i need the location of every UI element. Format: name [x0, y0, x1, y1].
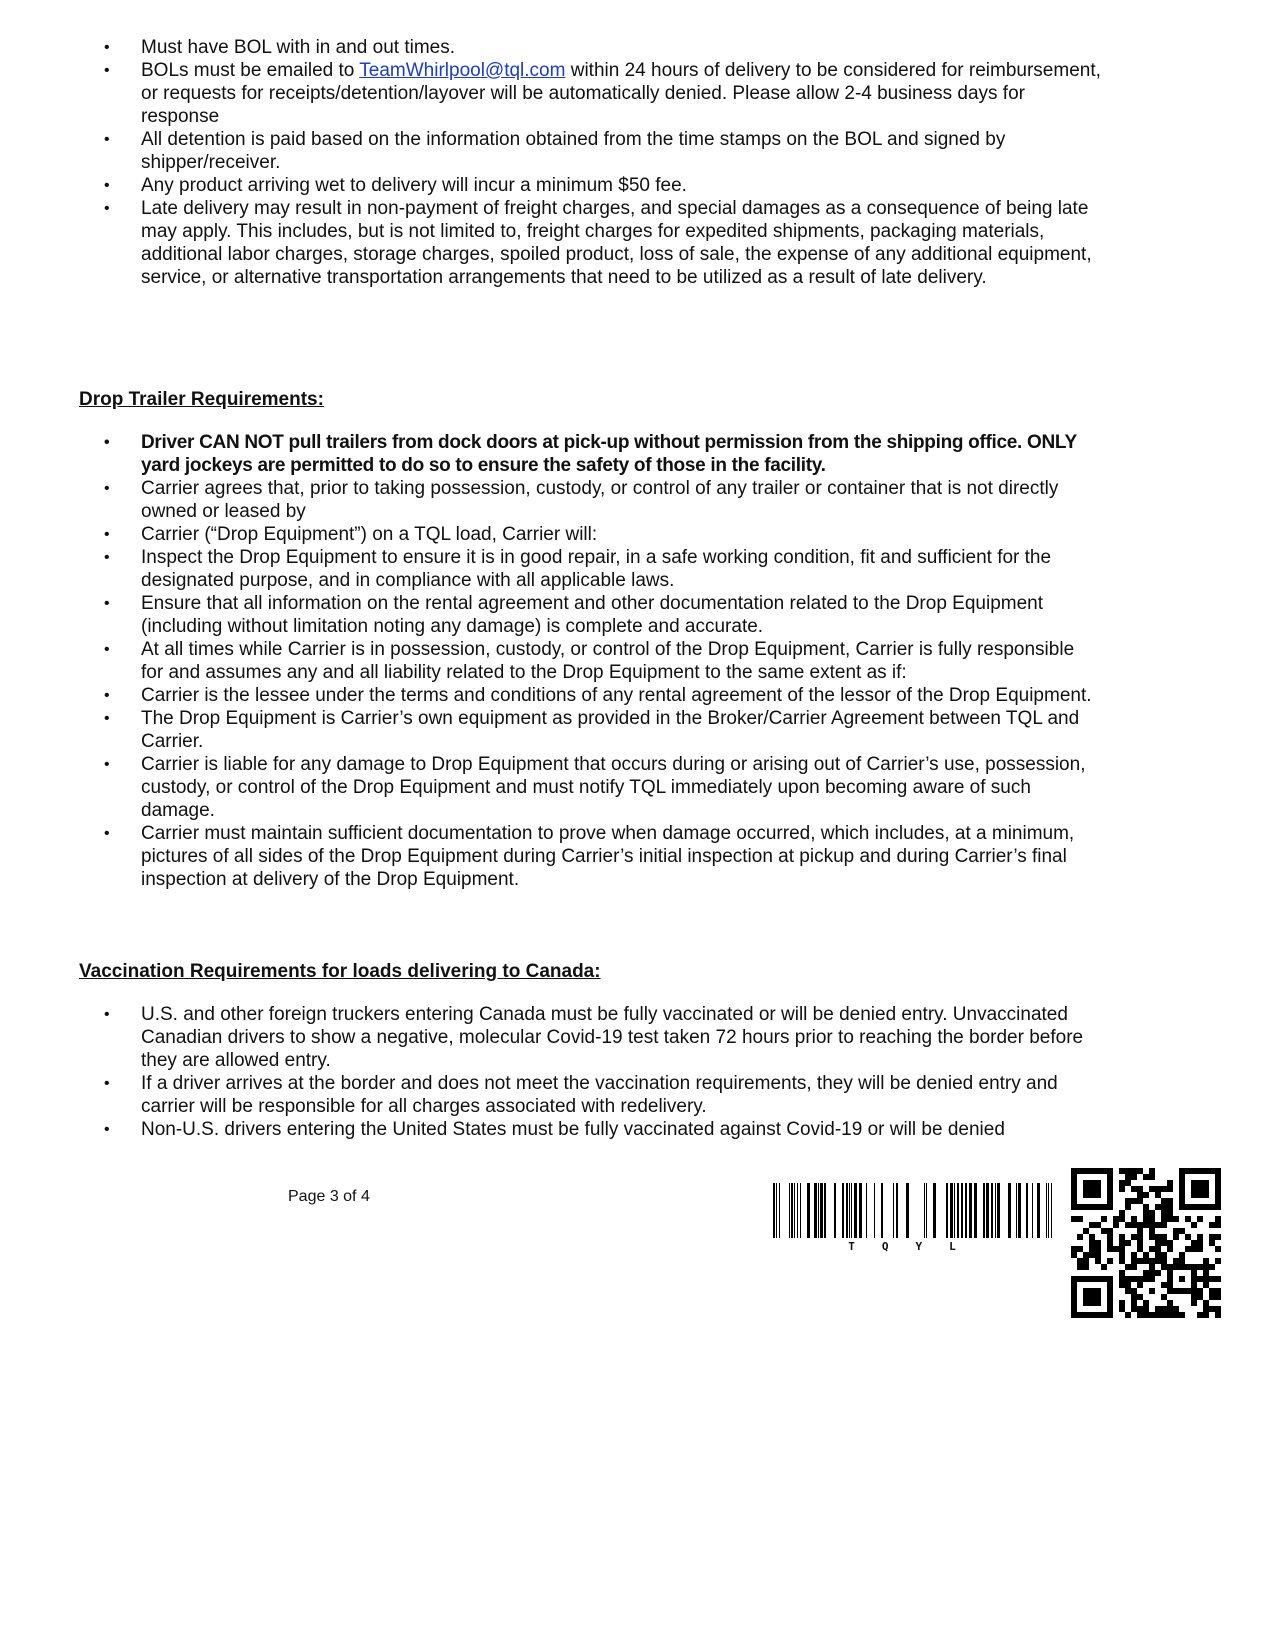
- list-item: • Inspect the Drop Equipment to ensure it is in good repair, in a safe working condition, fit and sufficient for the designated purpose, and in compliance with all applicable laws.: [104, 547, 1052, 591]
- page-number: Page 3 of 4: [288, 1188, 370, 1205]
- list-item: • Carrier (“Drop Equipment”) on a TQL load, Carrier will:: [104, 524, 598, 545]
- list-item: • The Drop Equipment is Carrier’s own equipment as provided in the Broker/Carrier Agreement between TQL and Carrier.: [104, 708, 1080, 752]
- email-link[interactable]: TeamWhirlpool@tql.com: [359, 60, 566, 81]
- list-item: • Must have BOL with in and out times.: [104, 37, 456, 58]
- list-item: • Any product arriving wet to delivery will incur a minimum $50 fee.: [104, 175, 687, 196]
- vaccination-list: [0, 1003, 1101, 1141]
- general-requirements-list: [0, 36, 1101, 289]
- vaccination-heading: Vaccination Requirements for loads delivering to Canada:: [79, 961, 601, 982]
- barcode-caption: TQYL: [848, 1240, 983, 1253]
- drop-trailer-list: [0, 431, 1101, 891]
- list-item-bold-warning: • Driver CAN NOT pull trailers from dock doors at pick-up without permission from the shipping office. ONLY yard jockeys are permitted to do so to ensure the safety of those in the facility.: [104, 432, 1077, 476]
- list-item: • Ensure that all information on the rental agreement and other documentation related to the Drop Equipment (including without limitation noting any damage) is complete and accurate.: [104, 593, 1043, 637]
- list-item-bol-email: • BOLs must be emailed to TeamWhirlpool@tql.com within 24 hours of delivery to be considered for reimbursement, or requests for receipts/detention/layover will be automatically denied. Please allow 2-4 business days for response: [104, 60, 1101, 127]
- list-item: • Carrier agrees that, prior to taking possession, custody, or control of any trailer or container that is not directly owned or leased by: [104, 478, 1059, 522]
- list-item: • Carrier must maintain sufficient documentation to prove when damage occurred, which includes, at a minimum, pictures of all sides of the Drop Equipment during Carrier’s initial inspection at pickup and during Carrier’s final inspection at delivery of the Drop Equipment.: [104, 823, 1075, 890]
- list-item: • At all times while Carrier is in possession, custody, or control of the Drop Equipment, Carrier is fully responsible for and assumes any and all liability related to the Drop Equipment to the same extent as if:: [104, 639, 1075, 683]
- list-item: • Carrier is the lessee under the terms and conditions of any rental agreement of the lessor of the Drop Equipment.: [104, 685, 1092, 706]
- barcode-icon: [773, 1183, 1058, 1238]
- qr-code-icon: [1071, 1168, 1221, 1318]
- list-item: • U.S. and other foreign truckers entering Canada must be fully vaccinated or will be denied entry. Unvaccinated Canadian drivers to show a negative, molecular Covid-19 test taken 72 hours prior to reaching the border before they are allowed entry.: [104, 1004, 1084, 1071]
- list-item: • If a driver arrives at the border and does not meet the vaccination requirements, they will be denied entry and carrier will be responsible for all charges associated with redelivery.: [104, 1073, 1058, 1117]
- list-item: • Non-U.S. drivers entering the United States must be fully vaccinated against Covid-19 or will be denied: [104, 1119, 1005, 1140]
- drop-trailer-heading: Drop Trailer Requirements:: [79, 389, 324, 410]
- list-item: • Carrier is liable for any damage to Drop Equipment that occurs during or arising out of Carrier’s use, possession, custody, or control of the Drop Equipment and must notify TQL immediately upon becoming aware of such damage.: [104, 754, 1086, 821]
- list-item: • Late delivery may result in non-payment of freight charges, and special damages as a consequence of being late may apply. This includes, but is not limited to, freight charges for expedited shipments, packaging materials, additional labor charges, storage charges, spoiled product, loss of sale, the expense of any additional equipment, service, or alternative transportation arrangements that need to be utilized as a result of late delivery.: [104, 198, 1092, 288]
- list-item: • All detention is paid based on the information obtained from the time stamps on the BOL and signed by shipper/receiver.: [104, 129, 1006, 173]
